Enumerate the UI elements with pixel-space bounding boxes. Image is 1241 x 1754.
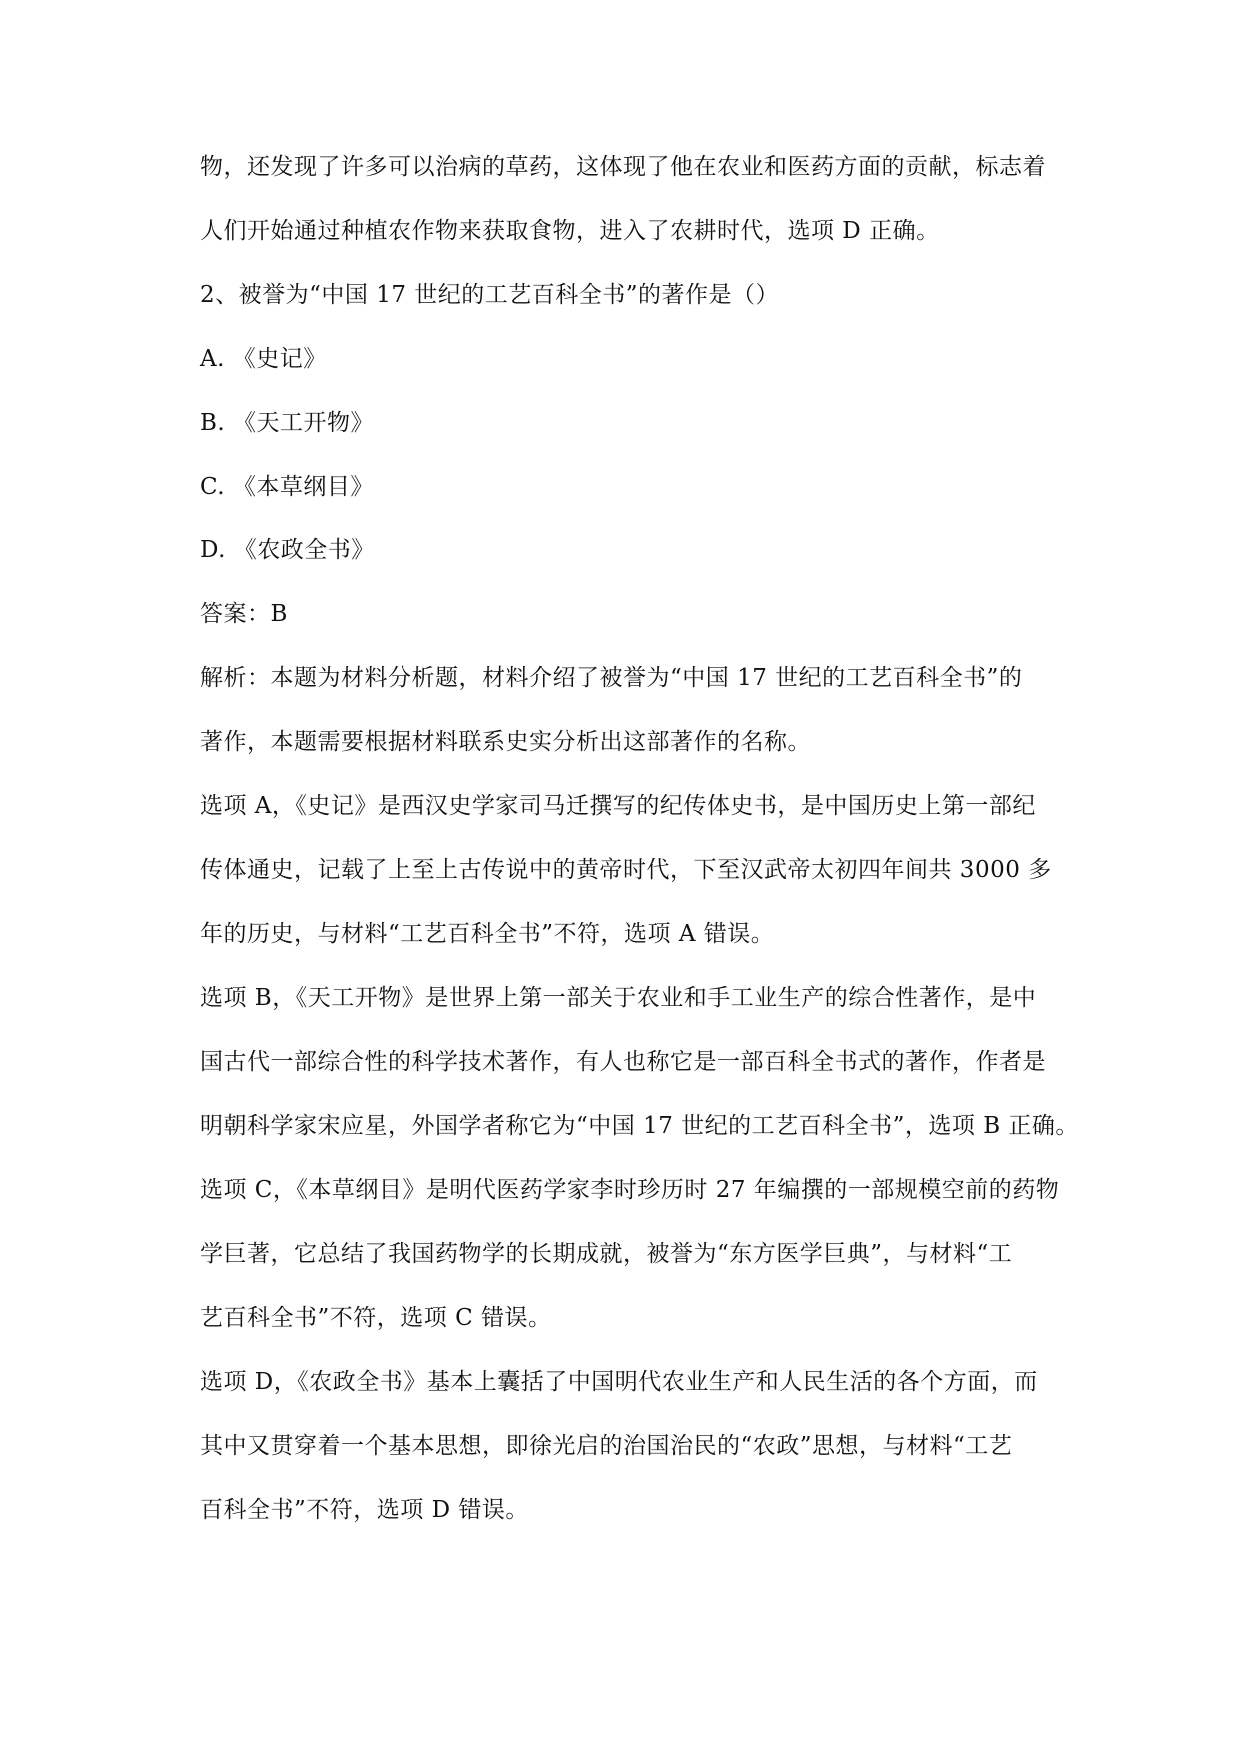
option-c: C. 《本草纲目》 xyxy=(200,474,374,500)
option-d-explanation: 百科全书”不符，选项 D 错误。 xyxy=(200,1497,529,1523)
text-line: 物，还发现了许多可以治病的草药，这体现了他在农业和医药方面的贡献，标志着 xyxy=(200,154,1046,180)
analysis-line: 解析：本题为材料分析题，材料介绍了被誉为“中国 17 世纪的工艺百科全书”的 xyxy=(200,665,1023,691)
option-c-explanation: 学巨著，它总结了我国药物学的长期成就，被誉为“东方医学巨典”，与材料“工 xyxy=(200,1241,1013,1267)
option-a-explanation: 年的历史，与材料“工艺百科全书”不符，选项 A 错误。 xyxy=(200,921,775,947)
option-d-explanation: 其中又贯穿着一个基本思想，即徐光启的治国治民的“农政”思想，与材料“工艺 xyxy=(200,1433,1013,1459)
option-a-explanation: 传体通史，记载了上至上古传说中的黄帝时代，下至汉武帝太初四年间共 3000 多 xyxy=(200,857,1052,883)
option-b-explanation: 国古代一部综合性的科学技术著作，有人也称它是一部百科全书式的著作，作者是 xyxy=(200,1049,1046,1075)
option-c-explanation: 艺百科全书”不符，选项 C 错误。 xyxy=(200,1305,552,1331)
option-d: D. 《农政全书》 xyxy=(200,537,375,563)
analysis-line: 著作，本题需要根据材料联系史实分析出这部著作的名称。 xyxy=(200,729,811,755)
answer-line: 答案：B xyxy=(200,601,288,627)
option-b: B. 《天工开物》 xyxy=(200,410,375,436)
option-b-explanation: 选项 B，《天工开物》是世界上第一部关于农业和手工业生产的综合性著作，是中 xyxy=(200,985,1037,1011)
option-d-explanation: 选项 D，《农政全书》基本上囊括了中国明代农业生产和人民生活的各个方面，而 xyxy=(200,1369,1038,1395)
option-c-explanation: 选项 C，《本草纲目》是明代医药学家李时珍历时 27 年编撰的一部规模空前的药物 xyxy=(200,1177,1060,1203)
option-b-explanation: 明朝科学家宋应星，外国学者称它为“中国 17 世纪的工艺百科全书”，选项 B 正确。 xyxy=(200,1113,1079,1139)
option-a: A. 《史记》 xyxy=(200,346,327,372)
question-title: 2、被誉为“中国 17 世纪的工艺百科全书”的著作是（） xyxy=(200,282,780,308)
text-line: 人们开始通过种植农作物来获取食物，进入了农耕时代，选项 D 正确。 xyxy=(200,218,940,244)
option-a-explanation: 选项 A，《史记》是西汉史学家司马迁撰写的纪传体史书，是中国历史上第一部纪 xyxy=(200,793,1036,819)
